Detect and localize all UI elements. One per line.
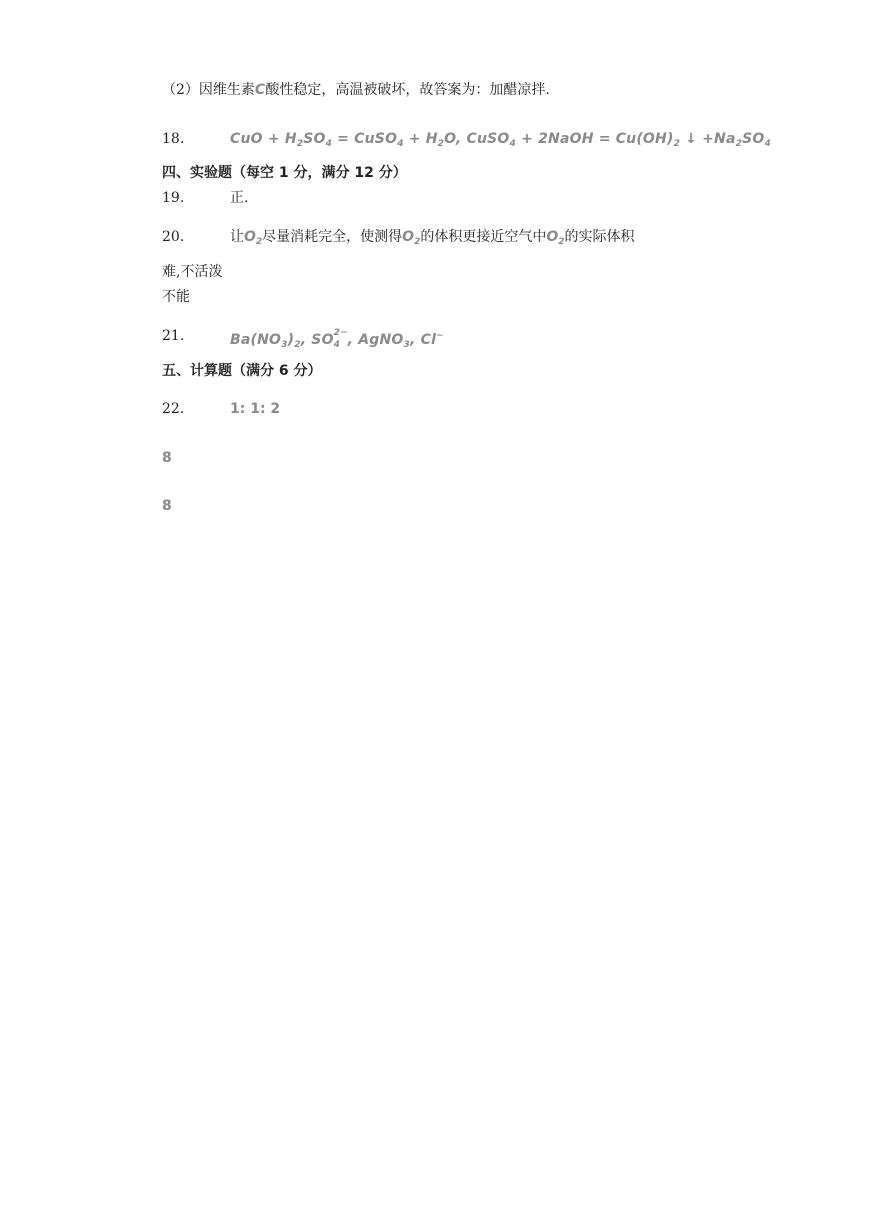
q20-answer-line3: 不能 [162, 289, 190, 305]
q18-number: 18. [162, 131, 185, 147]
q22-answer-3: 8 [162, 498, 172, 514]
q20-answer-line2: 难,不活泼 [162, 264, 223, 280]
q22-answer-2: 8 [162, 450, 172, 466]
q18-equation: CuO + $H_2SO_4$ = CuSO$_4$ + $H_2O$, CuSO$_4$ + 2NaOH = $Cu(OH)_2$ ↓ $+Na_2SO_4$ [230, 131, 771, 149]
q21-answer: $Ba(NO_3)_2$, SO 2− 4 , AgNO$_3$, Cl− [230, 328, 444, 350]
o2-formula: $O_2$ [244, 229, 263, 247]
q22-number: 22. [162, 401, 185, 417]
q21-number: 21. [162, 328, 185, 344]
q19-number: 19. [162, 190, 185, 206]
q20-answer: 让$O_2$尽量消耗完全，使测得$O_2$的体积更接近空气中$O_2$的实际体积 [230, 229, 635, 247]
q22-ratio: 1: 1: 2 [230, 401, 281, 417]
vitamin-c-symbol: C [254, 82, 266, 98]
section-5-heading: 五、计算题（满分 6 分） [162, 363, 322, 379]
q19-answer: 正. [230, 190, 249, 206]
o2-formula: $O_2$ [402, 229, 421, 247]
q17-part2-answer [162, 80, 550, 100]
section-4-heading: 四、实验题（每空 1 分，满分 12 分） [162, 165, 407, 181]
o2-formula: $O_2$ [546, 229, 565, 247]
q17-prefix: （2）因维生素 [162, 82, 255, 98]
q17-suffix: 酸性稳定，高温被破坏，故答案为：加醋凉拌. [265, 82, 550, 98]
q20-number: 20. [162, 229, 185, 245]
